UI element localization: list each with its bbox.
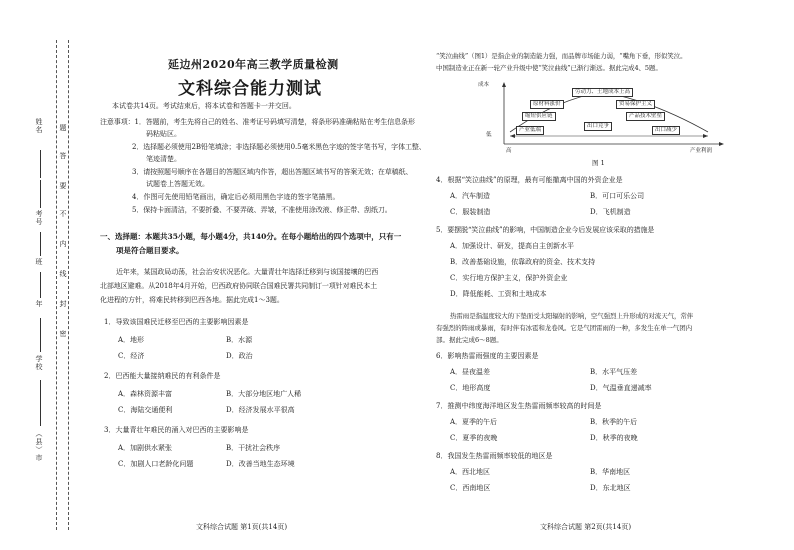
passage-text: 部。据此完成6～8题。 — [436, 336, 503, 344]
notes-item: 5．保持卡面清洁，不要折叠、不要弄破、弄皱，不准使用涂改液、修正带、刮纸刀。 — [132, 206, 392, 214]
passage-text: 热雷雨是指温度较大的下垫面受太阳辐射的影响，空气强烈上升形成的对流天气，常伴 — [450, 312, 694, 320]
question-stem: 1．导致该国难民迁移至巴西的主要影响因素是 — [104, 318, 249, 326]
notes-item: 4．作图可先使用铅笔画出，确定后必须用黑色字迹的签字笔描黑。 — [132, 193, 340, 201]
y-axis-label: 成本 — [478, 82, 490, 88]
answer-option: B．干扰社会秩序 — [226, 444, 281, 452]
diagram-box: 出口减少 — [652, 126, 680, 135]
answer-option: C．地形高度 — [450, 384, 491, 392]
answer-option: D．东北地区 — [590, 484, 631, 492]
seal-line-inner — [68, 40, 69, 530]
county-field-line — [40, 380, 41, 426]
question-stem: 6．影响热雷雨强度的主要因素是 — [436, 352, 539, 360]
question-stem: 2．巴西能大量接纳难民的有利条件是 — [104, 372, 221, 380]
name-field-line — [40, 150, 41, 178]
answer-option: D．经济发展水平很高 — [226, 406, 295, 414]
answer-option: A．西北地区 — [450, 468, 491, 476]
exam-no-field-line — [40, 180, 41, 208]
answer-option: D．飞机制造 — [590, 208, 631, 216]
notes-item: 笔迹清楚。 — [146, 155, 181, 163]
answer-option: B．改善基础设施，依靠政府的资金、技术支持 — [450, 258, 596, 266]
exam-no-label: 考号 — [35, 210, 43, 226]
answer-option: D．降低能耗、工资和土地成本 — [450, 290, 547, 298]
exam-subtitle: 文科综合能力测试 — [178, 79, 322, 99]
answer-option: B．水平气压差 — [590, 368, 638, 376]
school-label: 学校 — [35, 355, 43, 371]
answer-option: B．大部分地区地广人稀 — [226, 390, 302, 398]
diagram-box: 原材料涨价 — [530, 100, 564, 109]
school-field-line — [40, 318, 41, 352]
answer-option: C．经济 — [118, 352, 145, 360]
notes-item: 2．选择题必须使用2B铅笔填涂；非选择题必须使用0.5毫米黑色字迹的签字笔书写，字体工整、 — [132, 143, 426, 151]
figure-caption: 图 1 — [592, 159, 605, 167]
seal-char: 线 — [59, 270, 67, 278]
seal-char: 内 — [59, 240, 67, 248]
answer-option: D．政治 — [226, 352, 253, 360]
answer-option: D．改善当地生态环境 — [226, 460, 295, 468]
name-label: 姓名 — [35, 118, 43, 134]
diagram-box: 产业低端 — [516, 126, 544, 135]
answer-option: A．加强设计、研发，提高自主创新水平 — [450, 242, 575, 250]
answer-option: A．汽车制造 — [450, 192, 491, 200]
question-stem: 5．要摆脱“笑泣曲线”的影响，中国制造企业今后发展应该采取的措施是 — [436, 226, 655, 234]
low-label: 低 — [486, 132, 492, 138]
answer-option: D．气温垂直递减率 — [590, 384, 652, 392]
answer-option: D．秋季的夜晚 — [590, 434, 638, 442]
page-footer: 文科综合试题 第1页(共14页) — [196, 523, 288, 531]
seal-char: 题 — [59, 124, 67, 132]
answer-option: A．加剧供水紧张 — [118, 444, 173, 452]
passage-text: 北部地区避难。从2018年4月开始，巴西政府协同联合国难民署共同制订一项针对难民本土 — [100, 282, 378, 290]
seal-char: 答 — [59, 152, 67, 160]
county-label: （县）市 — [35, 430, 43, 462]
page-footer: 文科综合试题 第2页(共14页) — [540, 523, 632, 531]
question-stem: 3．大量青壮年难民的涌入对巴西的主要影响是 — [104, 426, 249, 434]
answer-option: C．夏季的夜晚 — [450, 434, 498, 442]
question-stem: 4．根据“笑泣曲线”的原理，最有可能撤离中国的外资企业是 — [436, 176, 623, 184]
passage-text: 化进程的方针，将难民转移到巴西各地。据此完成1～3题。 — [100, 296, 284, 304]
answer-option: B．华南地区 — [590, 468, 631, 476]
notes-item: 试题卷上答题无效。 — [146, 180, 209, 188]
smile-curve-diagram — [476, 80, 726, 152]
grade-field-line — [40, 272, 41, 298]
question-stem: 8．我国发生热雷雨频率较低的地区是 — [436, 452, 553, 460]
passage-text: 中国制造业正在新一轮产业升级中使“笑泣曲线”已渐行渐远。据此完成4、5题。 — [436, 64, 662, 72]
passage-text: “笑泣曲线”（图1）是指企业的制造能力强，而品牌市场能力弱，“嘴角下垂，形似笑泣。 — [436, 52, 687, 60]
diagram-box: 贸易保护主义 — [616, 100, 655, 109]
answer-option: A．夏季的午后 — [450, 418, 498, 426]
intro-text: 本试卷共14页。考试结束后，将本试卷和答题卡一并交回。 — [112, 102, 296, 110]
diagram-box: 出口竞争 — [584, 122, 612, 131]
section-heading: 一、选择题：本题共35小题，每小题4分，共140分。在每小题给出的四个选项中，只有一 — [100, 232, 402, 241]
class-field-line — [40, 232, 41, 256]
passage-text: 近年来，某国政局动荡，社会治安状况恶化。大量青壮年选择迁移到与该国接壤的巴西 — [116, 268, 379, 276]
answer-option: A．昼夜温差 — [450, 368, 491, 376]
answer-option: C．西南地区 — [450, 484, 491, 492]
seal-char: 密 — [59, 330, 67, 338]
seal-char: 要 — [59, 182, 67, 190]
answer-option: A．森林资源丰富 — [118, 390, 173, 398]
class-label: 班 — [35, 258, 43, 266]
passage-text: 有强烈的阵雨或暴雨，有时伴有冰雹和龙卷风。它是气团雷雨的一种，多发生在单一气团内 — [436, 324, 693, 332]
answer-option: C．实行地方保护主义，保护外资企业 — [450, 274, 568, 282]
answer-option: C．服装制造 — [450, 208, 491, 216]
answer-option: C．加剧人口老龄化问题 — [118, 460, 194, 468]
notes-item: 3．请按照题号顺序在各题目的答题区域内作答，超出答题区域书写的答案无效；在草稿纸、 — [132, 168, 413, 176]
section-heading-cont: 项是符合题目要求。 — [116, 246, 184, 255]
notes-item: 码粘贴区。 — [146, 130, 181, 138]
seal-char: 不 — [59, 210, 67, 218]
seal-char: 封 — [59, 300, 67, 308]
grade-label: 年 — [35, 300, 43, 308]
x-axis-label: 产业利润 — [690, 148, 713, 154]
answer-option: C．海陆交通便利 — [118, 406, 173, 414]
diagram-box: 缩短供应链 — [522, 112, 556, 121]
seal-line-outer — [56, 40, 57, 530]
diagram-box: 劳动力、土地成本上高 — [572, 88, 633, 97]
exam-title: 延边州2020年高三教学质量检测 — [168, 58, 339, 71]
question-stem: 7．推测中纬度海洋地区发生热雷雨频率较高的时间是 — [436, 402, 602, 410]
answer-option: B．秋季的午后 — [590, 418, 638, 426]
answer-option: A．地形 — [118, 336, 145, 344]
high-label: 高 — [506, 148, 512, 154]
answer-option: B．可口可乐公司 — [590, 192, 645, 200]
diagram-box: 产品技术壁垒 — [626, 112, 665, 121]
answer-option: B．水源 — [226, 336, 253, 344]
notes-item: 注意事项：1．答题前，考生先将自己的姓名、准考证号码填写清楚，将条形码准确粘贴在考生信息条形 — [100, 118, 415, 126]
